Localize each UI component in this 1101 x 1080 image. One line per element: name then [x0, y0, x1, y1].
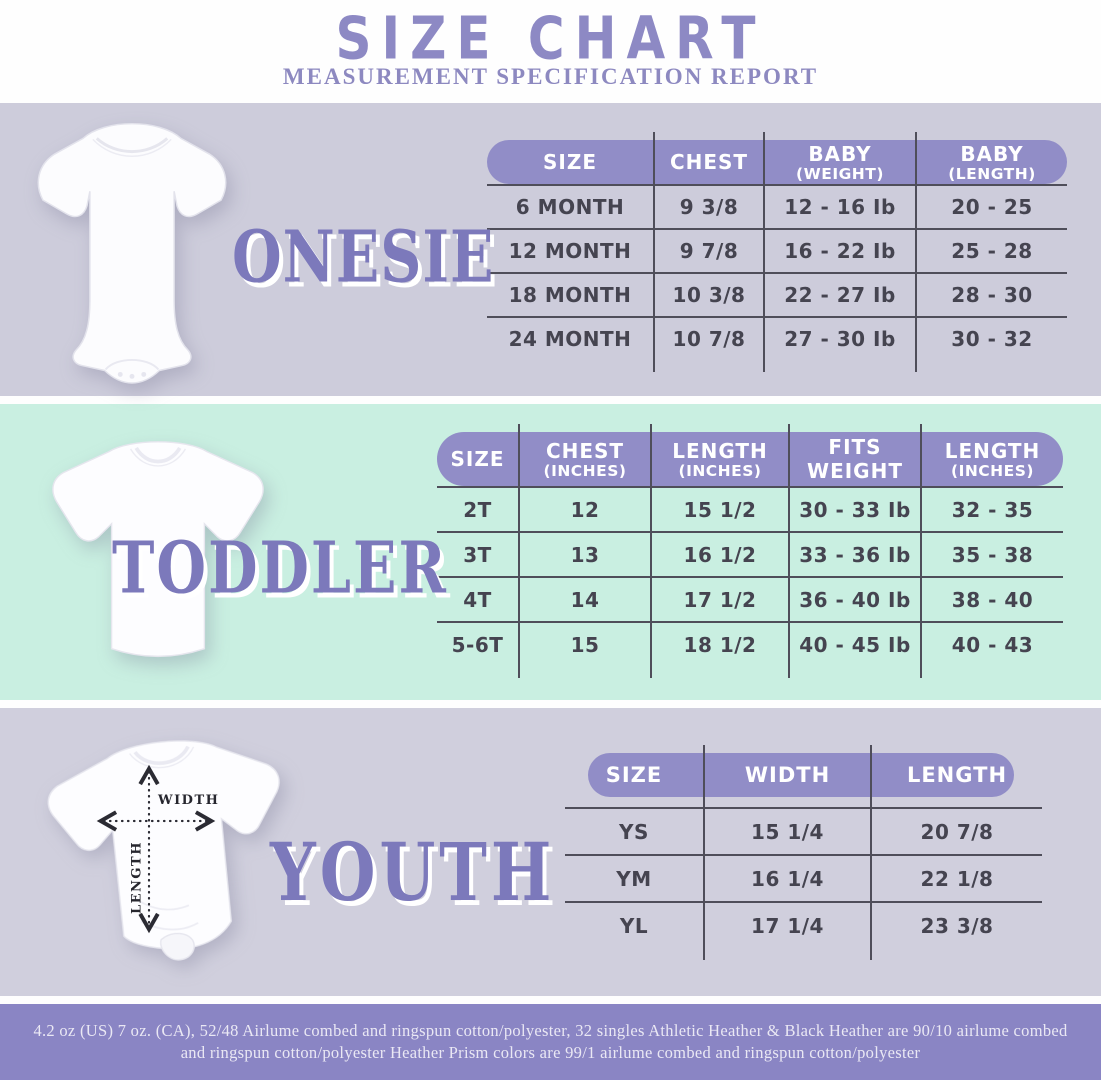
onesie-size-table	[487, 132, 1067, 372]
onesie-cell-size: 12 MONTH	[487, 228, 655, 272]
toddler-cell-length: 16 1/2	[652, 531, 790, 576]
footer-bar	[0, 1004, 1101, 1080]
onesie-cell-chest: 9 3/8	[655, 184, 765, 228]
toddler-cell-size: 5-6T	[437, 621, 520, 666]
toddler-label: TODDLER	[112, 526, 448, 610]
toddler-cell-chest: 14	[520, 576, 652, 621]
toddler-cell-length2: 40 - 43	[922, 621, 1063, 666]
youth-cell-width: 16 1/4	[705, 854, 872, 901]
toddler-header-length: LENGTH (INCHES)	[652, 432, 790, 486]
toddler-cell-length: 18 1/2	[652, 621, 790, 666]
youth-header-width: WIDTH	[705, 753, 872, 807]
onesie-bodysuit-icon	[12, 109, 252, 393]
youth-header-length: LENGTH	[906, 763, 1008, 787]
onesie-cell-weight: 22 - 27 Ib	[765, 272, 917, 316]
youth-cell-size: YM	[565, 854, 705, 901]
fabric-spec-text: 4.2 oz (US) 7 oz. (CA), 52/48 Airlume combed and ringspun cotton/polyester, 32 singles Athletic Heather & Black Heather are 90/10 airlume combed and ringspun cotton/polyester Heather Prism colors are 99/1 airlume combed and ringspun cotton/polyester	[33, 1021, 1068, 1062]
toddler-cell-chest: 12	[520, 486, 652, 531]
toddler-header-length2: LENGTH (INCHES)	[944, 438, 1041, 480]
toddler-header-fits-weight: FITS WEIGHT	[790, 432, 922, 486]
toddler-cell-weight: 30 - 33 Ib	[790, 486, 922, 531]
toddler-section	[0, 404, 1101, 700]
toddler-cell-chest: 13	[520, 531, 652, 576]
youth-size-table	[565, 745, 1042, 960]
page-title: SIZE CHART	[335, 4, 766, 73]
onesie-cell-chest: 10 3/8	[655, 272, 765, 316]
youth-cell-length: 22 1/8	[872, 854, 1042, 901]
onesie-cell-length: 20 - 25	[917, 184, 1067, 228]
onesie-cell-size: 18 MONTH	[487, 272, 655, 316]
toddler-cell-size: 4T	[437, 576, 520, 621]
youth-section	[0, 708, 1101, 996]
toddler-cell-size: 3T	[437, 531, 520, 576]
youth-cell-length: 23 3/8	[872, 901, 1042, 948]
youth-header-size: SIZE	[565, 753, 705, 807]
spacer	[487, 132, 655, 140]
youth-cell-length: 20 7/8	[872, 807, 1042, 854]
onesie-header-baby-length: BABY (LENGTH)	[948, 141, 1036, 183]
toddler-cell-length: 15 1/2	[652, 486, 790, 531]
onesie-cell-length: 28 - 30	[917, 272, 1067, 316]
onesie-cell-weight: 27 - 30 Ib	[765, 316, 917, 360]
toddler-cell-weight: 40 - 45 Ib	[790, 621, 922, 666]
onesie-cell-size: 6 MONTH	[487, 184, 655, 228]
length-measure-label: LENGTH	[129, 841, 145, 914]
youth-label: YOUTH	[270, 826, 556, 920]
toddler-header-size: SIZE	[437, 432, 520, 486]
onesie-cell-chest: 10 7/8	[655, 316, 765, 360]
toddler-size-table	[437, 424, 1063, 678]
toddler-cell-length2: 35 - 38	[922, 531, 1063, 576]
width-measure-label: WIDTH	[158, 793, 220, 808]
toddler-cell-length2: 38 - 40	[922, 576, 1063, 621]
onesie-section	[0, 103, 1101, 396]
onesie-header-size: SIZE	[487, 140, 655, 184]
onesie-cell-size: 24 MONTH	[487, 316, 655, 360]
onesie-cell-weight: 16 - 22 Ib	[765, 228, 917, 272]
toddler-cell-weight: 33 - 36 Ib	[790, 531, 922, 576]
onesie-header-baby-weight: BABY (WEIGHT)	[765, 140, 917, 184]
onesie-image	[12, 109, 252, 393]
onesie-cell-weight: 12 - 16 Ib	[765, 184, 917, 228]
toddler-cell-length2: 32 - 35	[922, 486, 1063, 531]
toddler-cell-weight: 36 - 40 Ib	[790, 576, 922, 621]
youth-cell-width: 15 1/4	[705, 807, 872, 854]
onesie-header-chest: CHEST	[655, 140, 765, 184]
toddler-cell-chest: 15	[520, 621, 652, 666]
onesie-cell-chest: 9 7/8	[655, 228, 765, 272]
page-subtitle: MEASUREMENT SPECIFICATION REPORT	[282, 64, 819, 89]
toddler-cell-size: 2T	[437, 486, 520, 531]
toddler-cell-length: 17 1/2	[652, 576, 790, 621]
onesie-cell-length: 25 - 28	[917, 228, 1067, 272]
youth-cell-size: YS	[565, 807, 705, 854]
toddler-header-chest: CHEST (INCHES)	[520, 432, 652, 486]
youth-cell-size: YL	[565, 901, 705, 948]
onesie-cell-length: 30 - 32	[917, 316, 1067, 360]
onesie-label: ONESIE	[232, 215, 495, 299]
youth-cell-width: 17 1/4	[705, 901, 872, 948]
